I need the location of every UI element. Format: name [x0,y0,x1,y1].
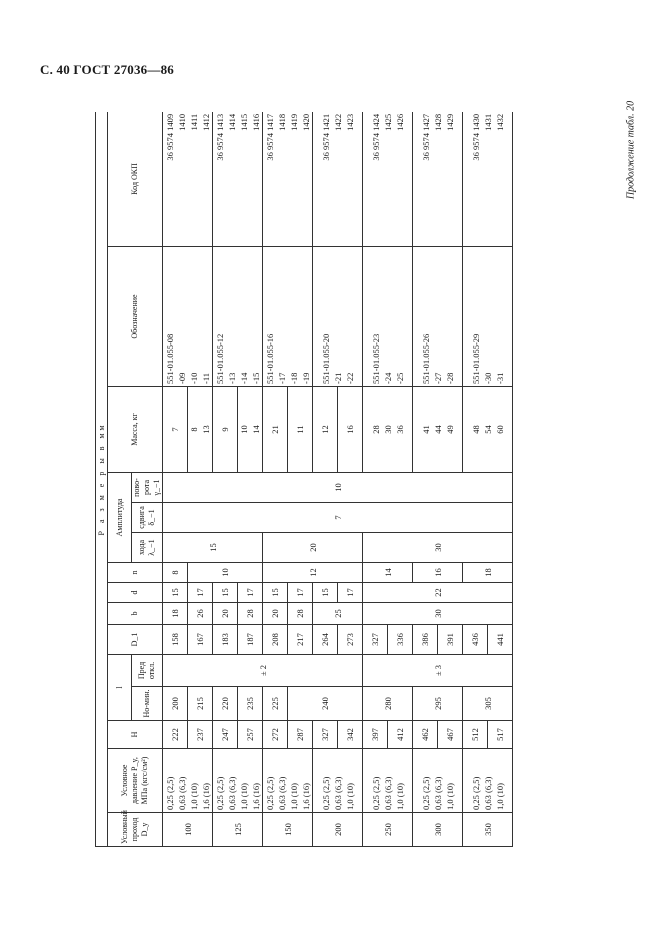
header-amp-shift: сдвига δ_−1 [132,503,163,533]
cell-okp: 36 9574 1417 1418 1419 1420 [263,112,313,247]
cell-py: 0,25 (2,5) 0,63 (6,3) 1,0 (10) [463,749,513,813]
page-header: С. 40 ГОСТ 27036—86 [40,62,174,77]
cell-d1: 327 [363,625,388,655]
cell-b: 30 [363,603,513,625]
header-py: Условное давление P_y, МПа (кгс/см²) [108,749,163,813]
cell-b: 20 [263,603,288,625]
cell-h: 397 [363,721,388,749]
header-h: H [108,721,163,749]
header-amplitude: Амплитуда [108,473,132,563]
cell-n: 8 [163,563,188,583]
cell-d: 15 [313,583,338,603]
cell-h: 222 [163,721,188,749]
rotated-table-container [95,112,600,847]
cell-d: 17 [338,583,363,603]
cell-designation: 551-01.055-20 -21 -22 [313,247,363,387]
cell-d1: 436 [463,625,488,655]
cell-mass: 16 [338,387,363,473]
cell-h: 517 [488,721,513,749]
cell-l-nom: 240 [288,687,363,721]
cell-py: 0,25 (2,5) 0,63 (6,3) 1,0 (10) 1,6 (16) [263,749,313,813]
cell-mass: 11 [288,387,313,473]
header-l: l [108,655,132,721]
cell-d: 15 [263,583,288,603]
cell-dy: 350 [463,813,513,847]
cell-l-nom: 220 [213,687,238,721]
cell-l-nom: 200 [163,687,188,721]
cell-l-dev: ± 2 [163,655,363,687]
cell-amp-rotation: 10 [163,473,513,503]
header-b: b [108,603,163,625]
cell-d: 17 [188,583,213,603]
cell-designation: 551-01.055-08 -09 -10 -11 [163,247,213,387]
cell-designation: 551-01.055-29 -30 -31 [463,247,513,387]
header-amp-rotation: пово-рота γ_−1 [132,473,163,503]
cell-l-nom: 225 [263,687,288,721]
cell-d1: 336 [388,625,413,655]
cell-h: 412 [388,721,413,749]
cell-d1: 167 [188,625,213,655]
cell-mass: 7 [163,387,188,473]
cell-py: 0,25 (2,5) 0,63 (6,3) 1,0 (10) [413,749,463,813]
cell-d1: 391 [438,625,463,655]
cell-d1: 183 [213,625,238,655]
cell-n: 10 [188,563,263,583]
cell-n: 12 [263,563,363,583]
cell-designation: 551-01.055-23 -24 -25 [363,247,413,387]
cell-d1: 386 [413,625,438,655]
cell-b: 18 [163,603,188,625]
cell-b: 28 [238,603,263,625]
table-rotation-frame [95,112,600,847]
cell-d1: 217 [288,625,313,655]
cell-dy: 150 [263,813,313,847]
cell-d1: 158 [163,625,188,655]
cell-d: 22 [363,583,513,603]
cell-py: 0,25 (2,5) 0,63 (6,3) 1,0 (10) [363,749,413,813]
table-continuation-note: Продолжение табл. 20 [625,100,637,200]
cell-l-nom: 305 [463,687,513,721]
cell-h: 462 [413,721,438,749]
cell-okp: 36 9574 1421 1422 1423 [313,112,363,247]
cell-okp: 36 9574 1424 1425 1426 [363,112,413,247]
cell-h: 327 [313,721,338,749]
header-d1: D_1 [108,625,163,655]
cell-h: 237 [188,721,213,749]
cell-dy: 200 [313,813,363,847]
cell-mass: 28 30 36 [363,387,413,473]
cell-mass: 41 44 49 [413,387,463,473]
cell-n: 16 [413,563,463,583]
cell-py: 0,25 (2,5) 0,63 (6,3) 1,0 (10) 1,6 (16) [213,749,263,813]
cell-l-dev: ± 3 [363,655,513,687]
cell-mass: 48 54 60 [463,387,513,473]
cell-d: 15 [163,583,188,603]
cell-dy: 100 [163,813,213,847]
cell-dy: 250 [363,813,413,847]
header-d: d [108,583,163,603]
cell-d1: 187 [238,625,263,655]
cell-amp-stroke: 20 [263,533,363,563]
table-title: Р а з м е р ы в мм [96,112,108,847]
cell-h: 512 [463,721,488,749]
cell-mass: 21 [263,387,288,473]
cell-d1: 208 [263,625,288,655]
cell-dy: 300 [413,813,463,847]
header-okp-code: Код ОКП [108,112,163,247]
cell-designation: 551-01.055-26 -27 -28 [413,247,463,387]
cell-n: 18 [463,563,513,583]
cell-okp: 36 9574 1413 1414 1415 1416 [213,112,263,247]
cell-b: 20 [213,603,238,625]
cell-okp: 36 9574 1409 1410 1411 1412 [163,112,213,247]
dimensions-table [95,112,513,847]
header-l-deviation: Пред откл. [132,655,163,687]
cell-mass: 8 13 [188,387,213,473]
header-dy: Условный проход D_y [108,813,163,847]
cell-py: 0,25 (2,5) 0,63 (6,3) 1,0 (10) 1,6 (16) [163,749,213,813]
cell-designation: 551-01.055-12 -13 -14 -15 [213,247,263,387]
cell-b: 28 [288,603,313,625]
cell-h: 247 [213,721,238,749]
cell-b: 26 [188,603,213,625]
header-n: n [108,563,163,583]
cell-mass: 9 [213,387,238,473]
cell-l-nom: 295 [413,687,463,721]
cell-h: 257 [238,721,263,749]
cell-dy: 125 [213,813,263,847]
cell-okp: 36 9574 1427 1428 1429 [413,112,463,247]
cell-h: 272 [263,721,288,749]
cell-l-nom: 280 [363,687,413,721]
cell-l-nom: 235 [238,687,263,721]
cell-amp-shift: 7 [163,503,513,533]
cell-l-nom: 215 [188,687,213,721]
cell-designation: 551-01.055-16 -17 -18 -19 [263,247,313,387]
header-designation: Обозначение [108,247,163,387]
header-amp-stroke: хода λ_−1 [132,533,163,563]
cell-d: 17 [238,583,263,603]
cell-d: 17 [288,583,313,603]
cell-h: 287 [288,721,313,749]
cell-okp: 36 9574 1430 1431 1432 [463,112,513,247]
header-mass: Масса, кг [108,387,163,473]
cell-amp-stroke: 30 [363,533,513,563]
cell-mass: 10 14 [238,387,263,473]
cell-h: 342 [338,721,363,749]
cell-d: 15 [213,583,238,603]
cell-mass: 12 [313,387,338,473]
cell-py: 0,25 (2,5) 0,63 (6,3) 1,0 (10) [313,749,363,813]
cell-d1: 273 [338,625,363,655]
cell-amp-stroke: 15 [163,533,263,563]
cell-d1: 264 [313,625,338,655]
cell-h: 467 [438,721,463,749]
header-l-nominal: Но-мин. [132,687,163,721]
cell-n: 14 [363,563,413,583]
cell-b: 25 [313,603,363,625]
cell-d1: 441 [488,625,513,655]
